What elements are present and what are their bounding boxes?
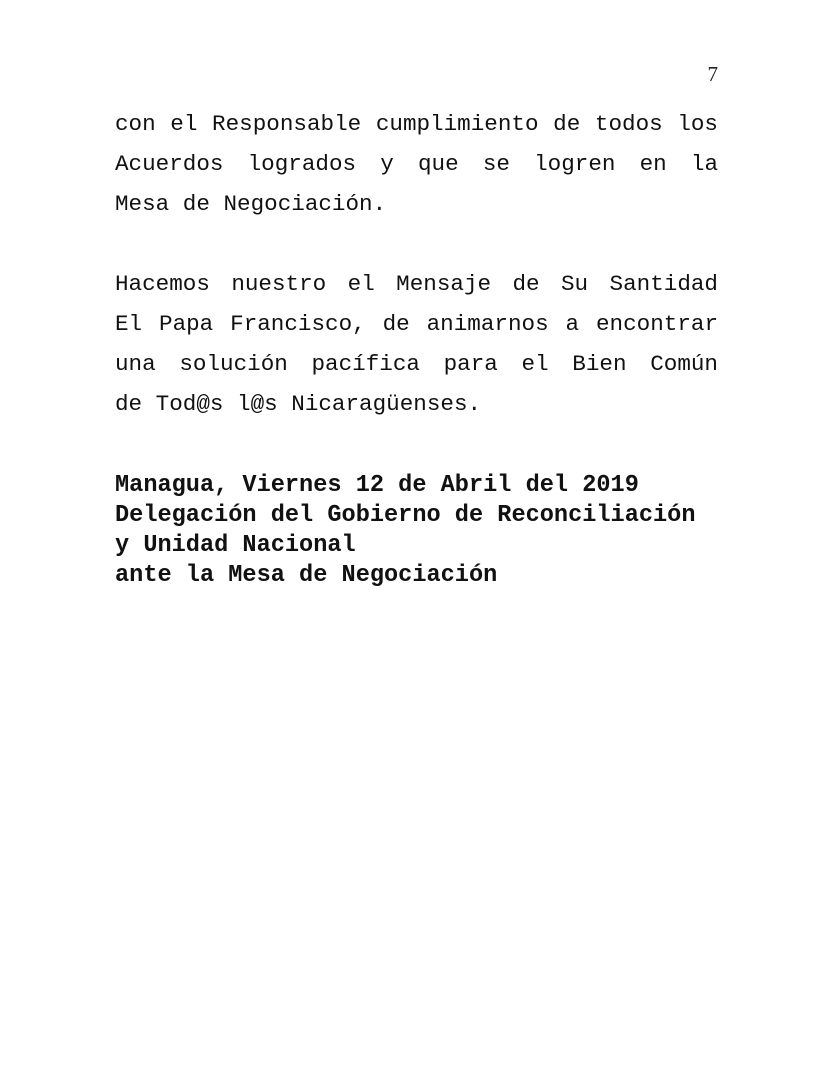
signature-block	[115, 471, 718, 591]
page-number: 7	[707, 62, 718, 86]
signature-line-date: Managua, Viernes 12 de Abril del 2019	[115, 472, 639, 499]
paragraph-line: Mesa de Negociación.	[115, 191, 387, 217]
paragraph-line: Hacemos nuestro el Mensaje de Su Santidad	[115, 271, 718, 297]
paragraph-line: con el Responsable cumplimiento de todos los	[115, 111, 718, 137]
paragraph-line: de Tod@s l@s Nicaragüenses.	[115, 391, 482, 417]
paragraph-line: una solución pacífica para el Bien Común	[115, 351, 718, 377]
document-content	[115, 104, 718, 591]
paragraph-line: El Papa Francisco, de animarnos a encontrar	[115, 311, 718, 337]
signature-line-unity: y Unidad Nacional	[115, 532, 356, 559]
signature-line-table: ante la Mesa de Negociación	[115, 562, 498, 589]
signature-line-delegation: Delegación del Gobierno de Reconciliación	[115, 502, 696, 529]
body-paragraph-1	[115, 104, 718, 224]
body-paragraph-2	[115, 264, 718, 424]
paragraph-line: Acuerdos logrados y que se logren en la	[115, 151, 718, 177]
